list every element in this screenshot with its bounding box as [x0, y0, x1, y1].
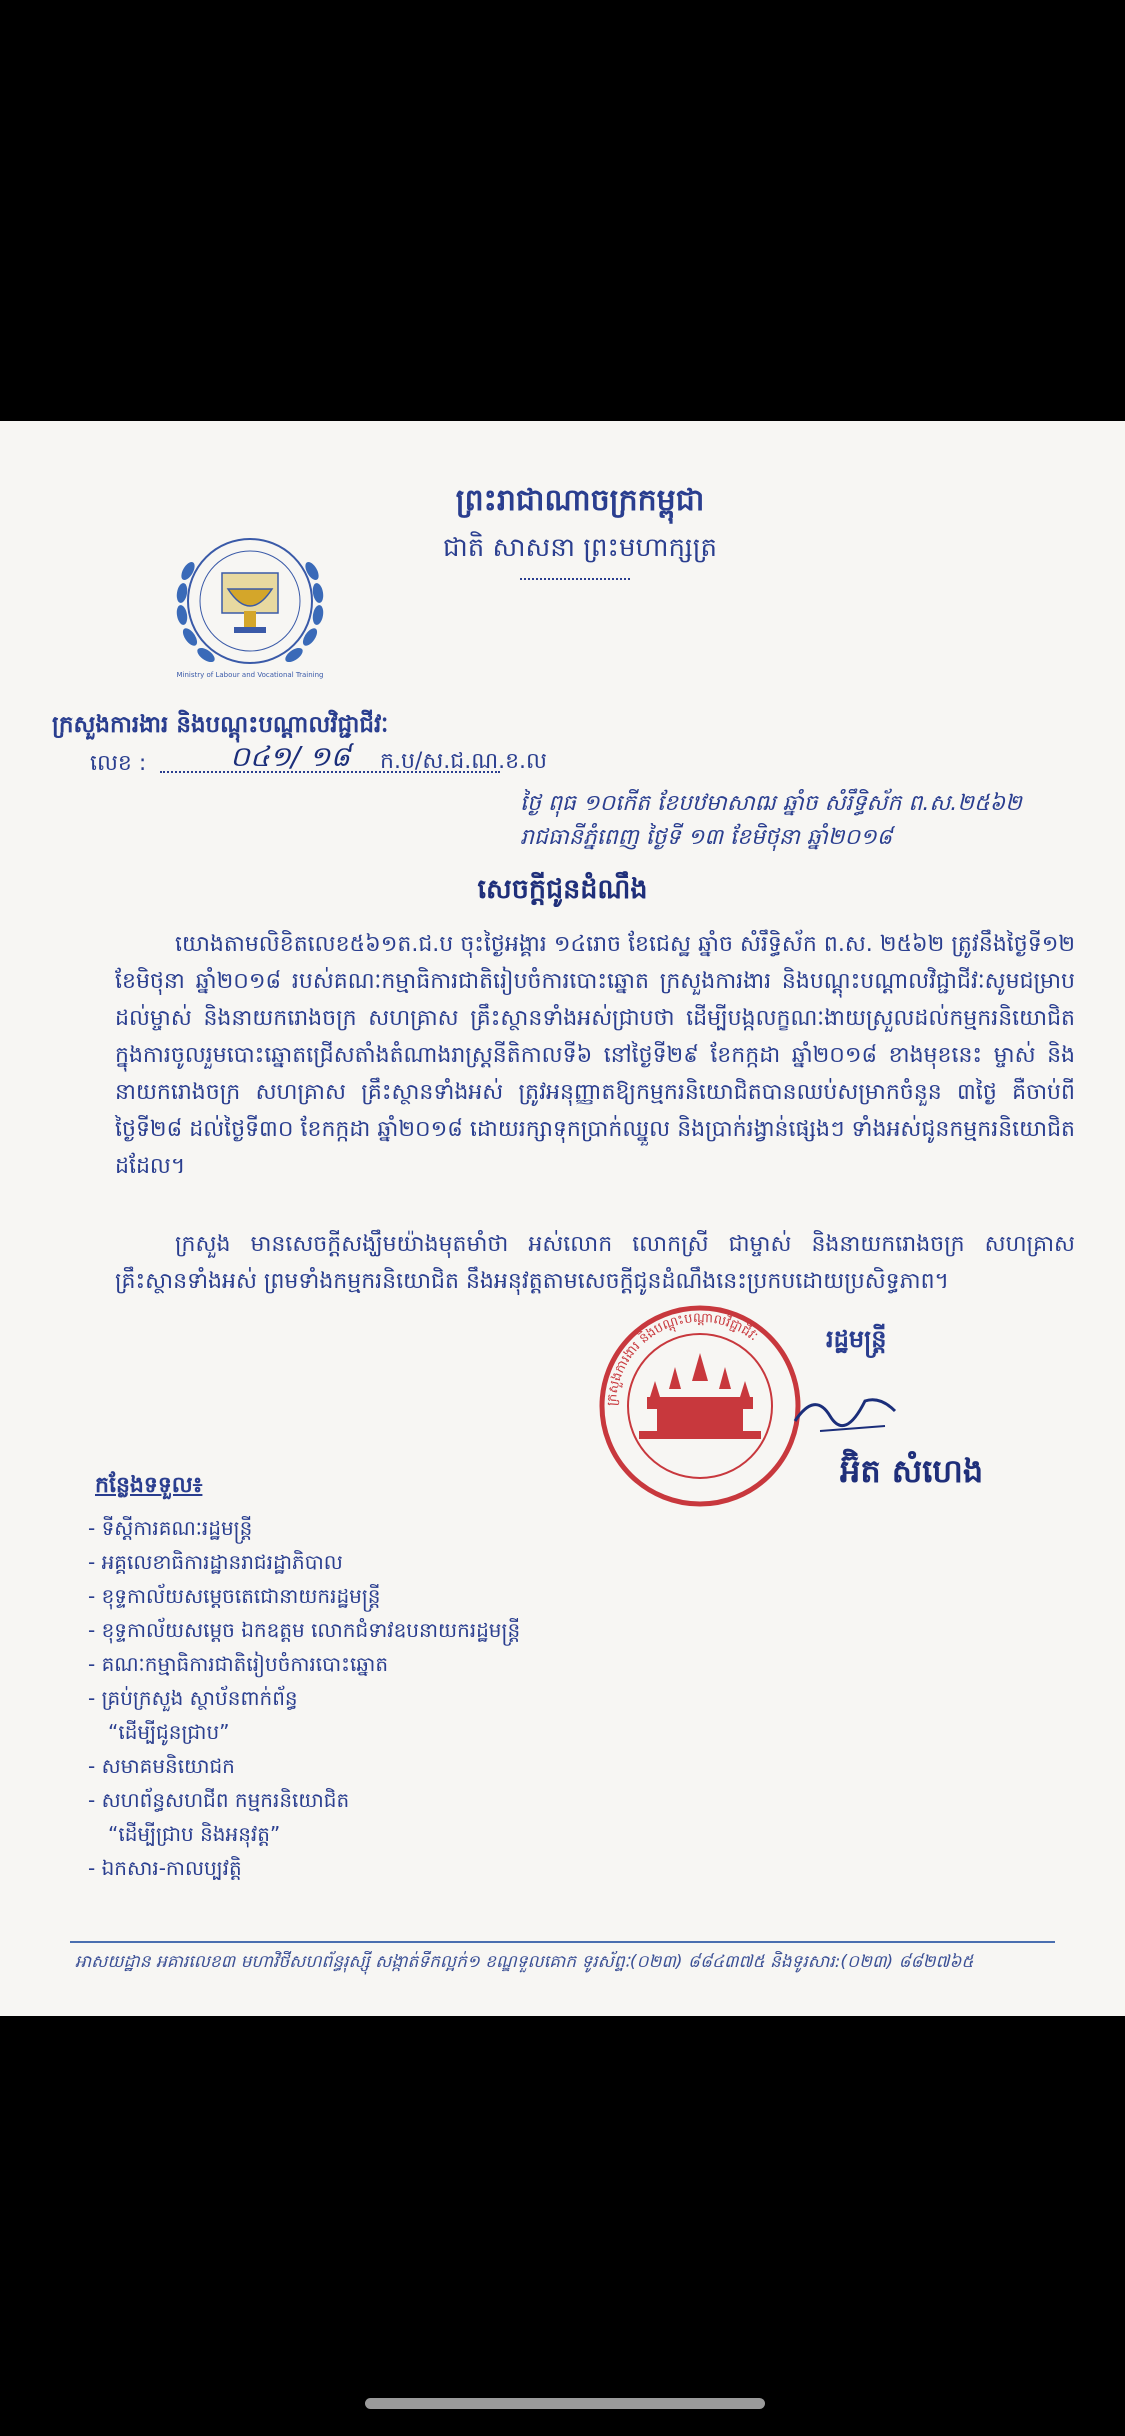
list-item: - ខុទ្ទកាល័យសម្តេចតេជោនាយករដ្ឋមន្ត្រី	[88, 1584, 381, 1608]
ministry-seal-icon	[160, 511, 340, 691]
list-item: - សហព័ន្ធសហជីព កម្មករនិយោជិត “ដើម្បីជ្រាប និងអនុវត្ត”	[88, 1788, 350, 1846]
footer-divider	[70, 1941, 1055, 1943]
body-paragraph-2: ក្រសួង មានសេចក្តីសង្ឃឹមយ៉ាងមុតមាំថា អស់លោក លោកស្រី ជាម្ចាស់ និងនាយករោងចក្រ សហគ្រាស គ្រឹះស្ថានទាំងអស់ ព្រមទាំងកម្មករនិយោជិត នឹងអនុវត្តតាមសេចក្តីជូនដំណឹងនេះប្រកបដោយប្រសិទ្ធភាព។	[115, 1232, 1075, 1294]
letter-document	[0, 421, 1125, 2016]
footer-address: អាសយដ្ឋាន អគារលេខ៣ មហាវិថីសហព័ន្ធរុស្ស៊ី សង្កាត់ទឹកល្អក់១ ខណ្ឌទួលគោក ទូរស័ព្ទៈ(០២៣) ៨៨៤៣៧៥ និងទូរសារ:(០២៣) ៨៨២៧៦៥	[75, 1952, 974, 1972]
ministry-name: ក្រសួងការងារ និងបណ្តុះបណ្តាលវិជ្ជាជីវៈ	[52, 712, 389, 738]
signer-title: រដ្ឋមន្ត្រី	[826, 1325, 887, 1353]
list-item: - ឯកសារ-កាលប្បវត្តិ	[88, 1856, 242, 1880]
motto-divider	[520, 578, 630, 580]
svg-text:ក្រសួងការងារ និងបណ្តុះបណ្តាលវិ	[605, 1311, 761, 1407]
list-item: - ខុទ្ទកាល័យសម្តេច ឯកឧត្តម លោកជំទាវឧបនាយករដ្ឋមន្ត្រី	[88, 1618, 521, 1642]
national-motto: ជាតិ សាសនា ព្រះមហាក្សត្រ	[443, 533, 717, 563]
stamp-text: ក្រសួងការងារ និងបណ្តុះបណ្តាលវិជ្ជាជីវៈ	[604, 1310, 761, 1407]
recipients-heading: កន្លែងទទួល៖	[95, 1473, 203, 1498]
list-item: - គណៈកម្មាធិការជាតិរៀបចំការបោះឆ្នោត	[88, 1652, 389, 1676]
signer-name: អ៊ិត សំហេង	[840, 1452, 984, 1490]
signature-icon	[790, 1381, 900, 1441]
date-lunar: ថ្ងៃ ពុធ ១០កើត ខែបឋមាសាឍ ឆ្នាំច សំរឹទ្ធិស័ក ព.ស.២៥៦២	[520, 791, 1022, 816]
list-item: - សមាគមនិយោជក	[88, 1754, 235, 1778]
recipients-list	[88, 1511, 688, 1885]
list-item: - គ្រប់ក្រសួង ស្ថាប័នពាក់ព័ន្ធ “ដើម្បីជូនជ្រាប”	[88, 1686, 298, 1744]
body-paragraph-1: យោងតាមលិខិតលេខ៥៦១ត.ជ.ប ចុះថ្ងៃអង្គារ ១៤រោច ខែជេស្ឋ ឆ្នាំច សំរឹទ្ធិស័ក ព.ស. ២៥៦២ ត្រូវនឹងថ្ងៃទី១២ ខែមិថុនា ឆ្នាំ២០១៨ របស់គណៈកម្មាធិការជាតិរៀបចំការបោះឆ្នោត ក្រសួងការងារ និងបណ្តុះបណ្តាលវិជ្ជាជីវៈសូមជម្រាបដល់ម្ចាស់ និងនាយករោងចក្រ សហគ្រាស គ្រឹះស្ថានទាំងអស់ជ្រាបថា ដើម្បីបង្កលក្ខណៈងាយស្រួលដល់កម្មករនិយោជិត ក្នុងការចូលរួមបោះឆ្នោតជ្រើសតាំងតំណាងរាស្ត្រនីតិកាលទី៦ នៅថ្ងៃទី២៩ ខែកក្កដា ឆ្នាំ២០១៨ ខាងមុខនេះ ម្ចាស់ និងនាយករោងចក្រ សហគ្រាស គ្រឹះស្ថានទាំងអស់ ត្រូវអនុញ្ញាតឱ្យកម្មករនិយោជិតបានឈប់សម្រាកចំនួន ៣ថ្ងៃ គឺចាប់ពីថ្ងៃទី២៨ ដល់ថ្ងៃទី៣០ ខែកក្កដា ឆ្នាំ២០១៨ ដោយរក្សាទុកប្រាក់ឈ្នួល និងប្រាក់រង្វាន់ផ្សេងៗ ទាំងអស់ជូនកម្មករនិយោជិតដដែល។	[115, 932, 1075, 1179]
list-item: - ទីស្តីការគណៈរដ្ឋមន្ត្រី	[88, 1516, 253, 1540]
home-indicator[interactable]	[365, 2398, 765, 2409]
reference-label: លេខ :	[90, 751, 147, 776]
reference-code: ក.ប/ស.ជ.ណ.ខ.ល	[380, 749, 547, 774]
document-title: សេចក្តីជូនដំណឹង	[477, 874, 648, 905]
angkor-wat-stamp-icon	[595, 1301, 805, 1511]
list-item: - អគ្គលេខាធិការដ្ឋានរាជរដ្ឋាភិបាល	[88, 1550, 343, 1574]
reference-number: ០៤១/ ១៨	[230, 740, 351, 773]
date-solar: រាជធានីភ្នំពេញ ថ្ងៃទី ១៣ ខែមិថុនា ឆ្នាំ២០១៨	[520, 825, 893, 850]
logo-caption: Ministry of Labour and Vocational Training	[176, 671, 324, 679]
kingdom-heading: ព្រះរាជាណាចក្រកម្ពុជា	[455, 483, 705, 518]
